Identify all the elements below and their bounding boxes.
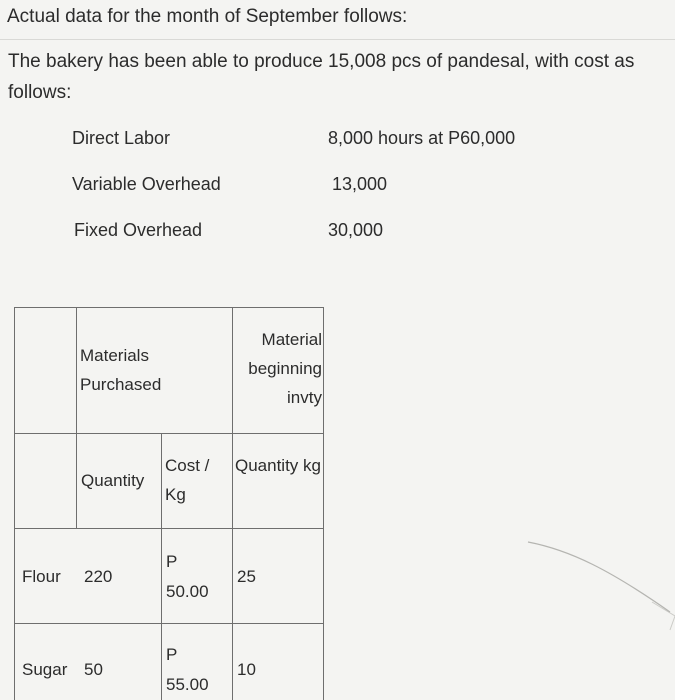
cost-per-kg-header: Cost / Kg	[165, 456, 210, 504]
table-border-top	[14, 307, 324, 308]
fixed-overhead-label: Fixed Overhead	[74, 220, 203, 240]
flour-cost-prefix: P	[166, 552, 178, 571]
sugar-beginning-qty: 10	[237, 660, 256, 679]
table-row-divider	[14, 433, 324, 434]
direct-labor-value: 8,000 hours at P60,000	[328, 128, 516, 148]
divider	[0, 39, 675, 40]
direct-labor-label: Direct Labor	[72, 128, 171, 148]
intro-paragraph: The bakery has been able to produce 15,008 pcs of pandesal, with cost as follows:	[8, 51, 635, 103]
flour-beginning-qty: 25	[237, 567, 256, 586]
flour-quantity: 220	[84, 567, 113, 586]
table-row-divider	[14, 623, 324, 624]
quantity-header: Quantity	[81, 471, 145, 490]
table-col-divider	[232, 307, 233, 700]
table-border-right	[323, 307, 324, 700]
sugar-label: Sugar	[22, 660, 68, 679]
sugar-cost-prefix: P	[166, 645, 178, 664]
table-border-left	[14, 307, 15, 700]
materials-purchased-header: Materials Purchased	[80, 346, 162, 394]
sugar-quantity: 50	[84, 660, 103, 679]
materials-table	[14, 307, 324, 700]
flour-label: Flour	[22, 567, 61, 586]
fixed-overhead-value: 30,000	[328, 220, 384, 240]
table-col-divider	[76, 307, 77, 528]
intro-heading: Actual data for the month of September follows:	[7, 6, 408, 27]
variable-overhead-label: Variable Overhead	[72, 174, 221, 194]
flour-cost: 50.00	[166, 582, 209, 601]
quantity-kg-header: Quantity kg	[235, 456, 321, 475]
material-beginning-inventory-header: Material beginning invty	[248, 330, 322, 407]
table-col-divider	[161, 433, 162, 700]
table-row-divider	[14, 528, 324, 529]
variable-overhead-value: 13,000	[332, 174, 388, 194]
screen-glare-streak	[520, 520, 675, 640]
sugar-cost: 55.00	[166, 675, 209, 694]
